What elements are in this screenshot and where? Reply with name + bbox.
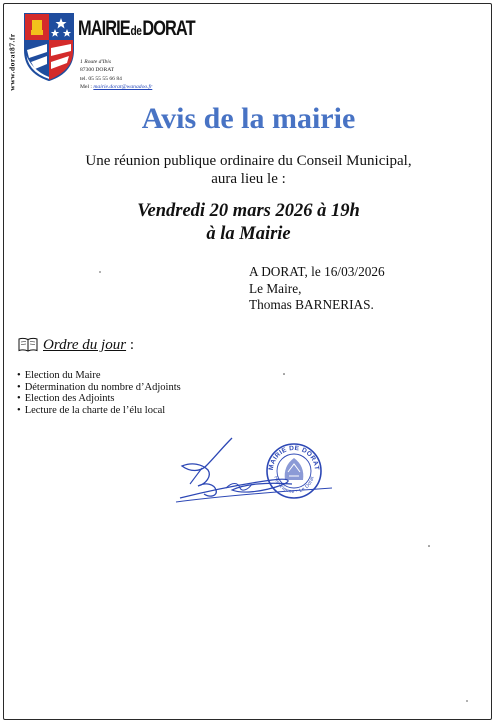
agenda-list — [17, 370, 181, 416]
stamp-bottom-text: Hte-Vienne · Le Dorat — [272, 475, 316, 496]
agenda-heading — [18, 337, 134, 355]
town-stamp — [265, 442, 323, 500]
mail-label: Mel : — [80, 83, 92, 90]
page-title: Avis de la mairie — [141, 102, 356, 135]
meeting-date-block — [0, 200, 497, 246]
mairie-wordmark — [78, 17, 195, 50]
scan-speck — [428, 545, 430, 547]
agenda-item: • Détermination du nombre d’Adjoints — [17, 382, 181, 394]
intro-text — [0, 152, 497, 188]
town-crest-logo — [21, 10, 77, 82]
brand-de: de — [130, 23, 142, 38]
agenda-item: • Election du Maire — [17, 370, 181, 382]
phone-line: tel. 05 55 55 66 84 — [80, 75, 122, 82]
side-url-text: www.dorat87.fr — [7, 33, 17, 91]
mail-line — [80, 83, 152, 91]
agenda-item: • Lecture de la charte de l’élu local — [17, 405, 181, 417]
contact-block — [80, 58, 152, 91]
agenda-colon: : — [126, 337, 134, 353]
mayor-role: Le Maire, — [249, 280, 302, 296]
scan-speck — [283, 373, 285, 375]
agenda-item: • Election des Adjoints — [17, 393, 181, 405]
side-url-band — [6, 12, 18, 112]
agenda-label: Ordre du jour — [43, 337, 127, 353]
scan-speck — [99, 271, 101, 273]
intro-line-2: aura lieu le : — [211, 171, 286, 187]
brand-mairie: MAIRIE — [78, 17, 130, 40]
intro-line-1: Une réunion publique ordinaire du Conseil Municipal, — [85, 153, 412, 169]
stamp-top-text: MAIRIE DE DORAT — [267, 444, 321, 471]
mayor-name: Thomas BARNERIAS. — [249, 297, 374, 312]
address-line: 1 Route d'Ibis — [80, 59, 112, 65]
signatory-block — [249, 264, 385, 314]
meeting-date: Vendredi 20 mars 2026 à 19h — [137, 201, 360, 221]
city-line: 87300 DORAT — [80, 67, 115, 74]
meeting-place: à la Mairie — [206, 224, 291, 244]
mail-link[interactable]: mairie.dorat@wanadoo.fr — [93, 83, 153, 90]
scan-speck — [466, 700, 468, 702]
book-icon — [18, 337, 38, 352]
place-date: A DORAT, le 16/03/2026 — [249, 264, 385, 279]
brand-dorat: DORAT — [142, 17, 195, 40]
